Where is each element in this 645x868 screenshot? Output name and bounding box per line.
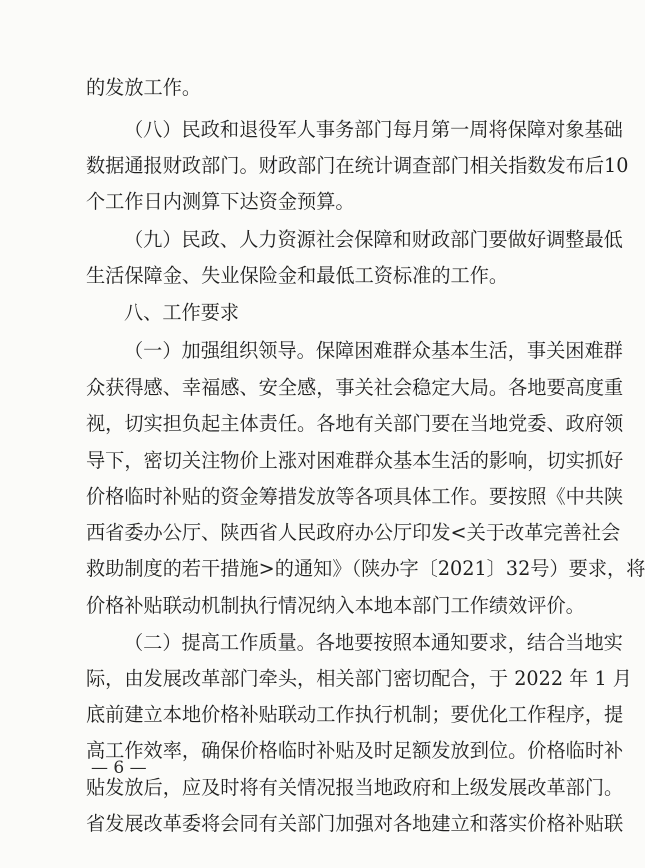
text-line: （二）提高工作质量。各地要按照本通知要求，结合当地实 xyxy=(124,631,623,654)
text-line: 个工作日内测算下达资金预算。 xyxy=(86,190,355,213)
text-line: 高工作效率，确保价格临时补贴及时足额发放到位。价格临时补 xyxy=(86,739,624,762)
text-line: 导下，密切关注物价上涨对困难群众基本生活的影响，切实抓好 xyxy=(86,449,624,472)
page-number: — 6 — xyxy=(91,758,147,778)
text-line: 价格临时补贴的资金筹措发放等各项具体工作。要按照《中共陕 xyxy=(86,485,624,508)
text-line: 生活保障金、失业保险金和最低工资标准的工作。 xyxy=(86,264,509,287)
text-line: （九）民政、人力资源社会保障和财政部门要做好调整最低 xyxy=(124,228,623,251)
text-line: 救助制度的若干措施>的通知》（陕办字〔2021〕32号）要求，将 xyxy=(86,557,645,580)
text-line: （八）民政和退役军人事务部门每月第一周将保障对象基础 xyxy=(124,118,623,141)
text-line: 际，由发展改革部门牵头，相关部门密切配合，于 2022 年 1 月 xyxy=(86,667,632,690)
text-line: 贴发放后，应及时将有关情况报当地政府和上级发展改革部门。 xyxy=(86,776,624,799)
text-line: 数据通报财政部门。财政部门在统计调查部门相关指数发布后10 xyxy=(86,154,629,177)
text-line: 价格补贴联动机制执行情况纳入本地本部门工作绩效评价。 xyxy=(86,594,585,617)
text-line: 省发展改革委将会同有关部门加强对各地建立和落实价格补贴联 xyxy=(86,812,624,835)
text-line: 众获得感、幸福感、安全感，事关社会稳定大局。各地要高度重 xyxy=(86,376,624,399)
text-line: 的发放工作。 xyxy=(86,76,202,99)
text-line: 底前建立本地价格补贴联动工作执行机制；要优化工作程序，提 xyxy=(86,703,624,726)
section-heading: 八、工作要求 xyxy=(124,301,240,324)
text-line: （一）加强组织领导。保障困难群众基本生活，事关困难群 xyxy=(124,339,623,362)
text-line: 西省委办公厅、陕西省人民政府办公厅印发<关于改革完善社会 xyxy=(86,521,621,544)
text-line: 视，切实担负起主体责任。各地有关部门要在当地党委、政府领 xyxy=(86,412,624,435)
